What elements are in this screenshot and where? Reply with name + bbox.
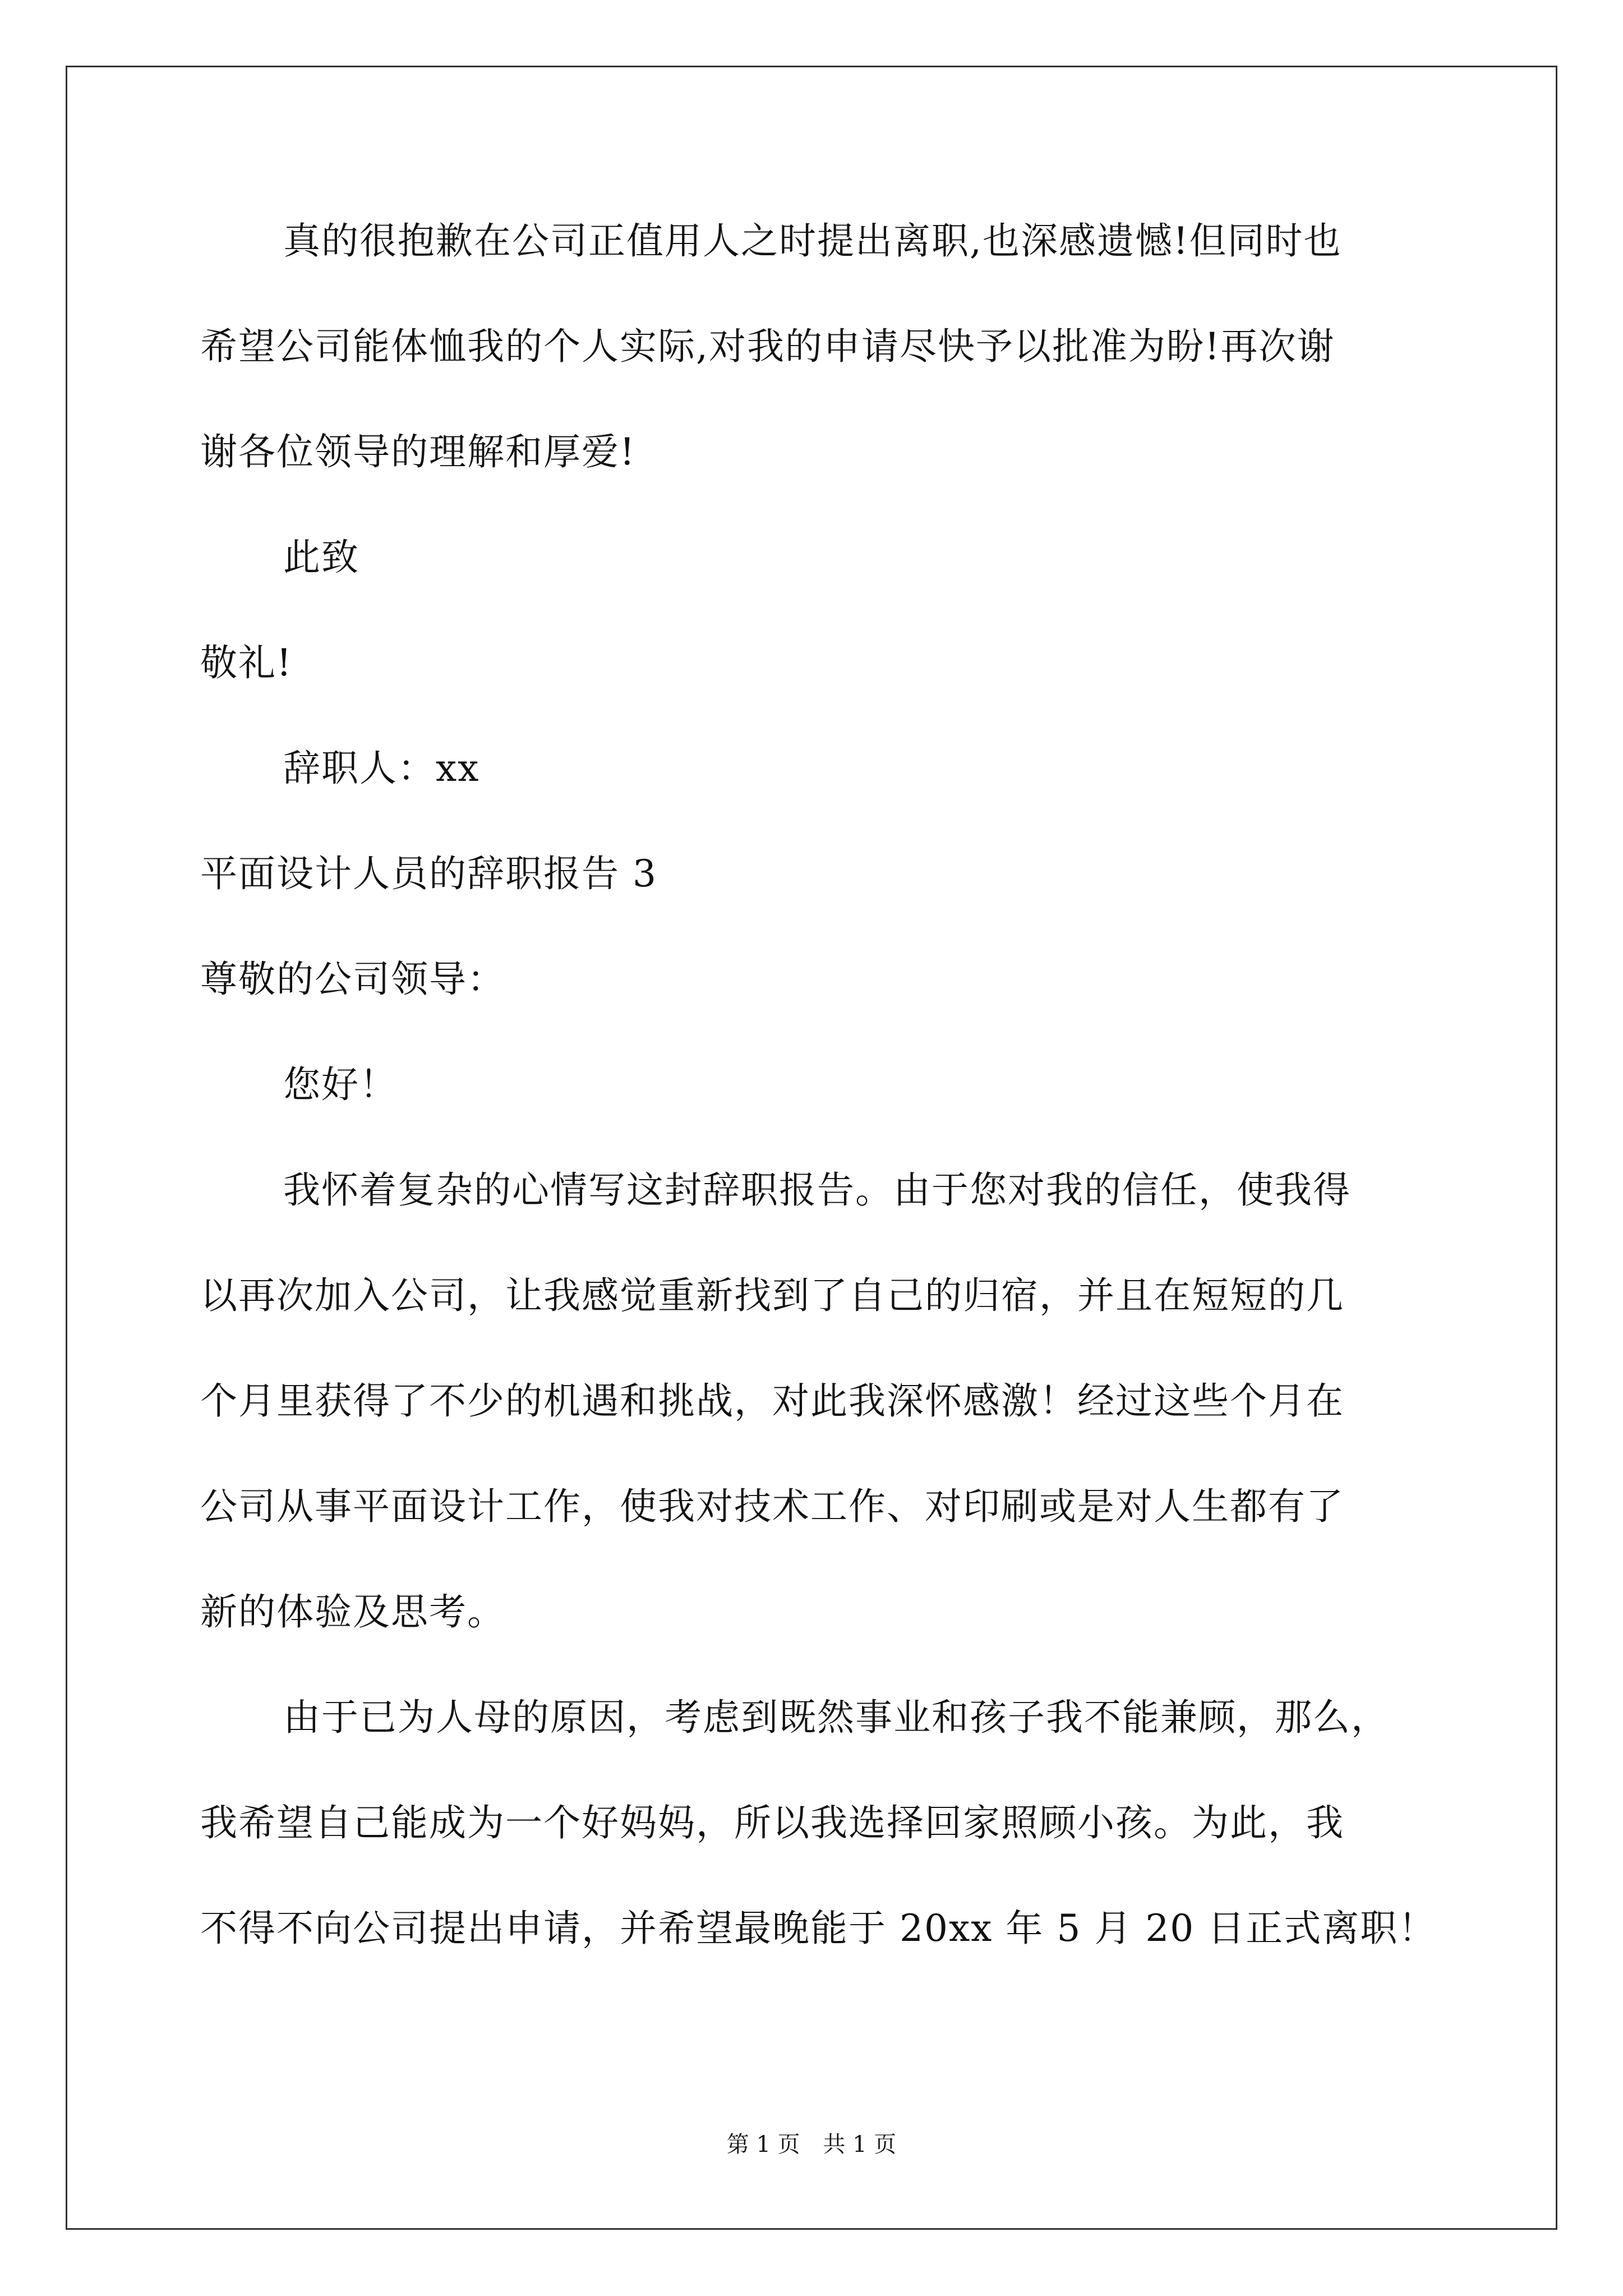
signature-line: 辞职人：xx (283, 747, 480, 790)
body-line: 新的体验及思考。 (200, 1590, 505, 1634)
body-line: 由于已为人母的原因，考虑到既然事业和孩子我不能兼顾，那么， (283, 1696, 1389, 1739)
body-line: 公司从事平面设计工作，使我对技术工作、对印刷或是对人生都有了 (200, 1485, 1344, 1528)
greeting-recipient: 尊敬的公司领导： (200, 958, 505, 1001)
page-number: 第 1 页 (726, 2132, 800, 2157)
page-footer (0, 2131, 1623, 2159)
body-line: 我怀着复杂的心情写这封辞职报告。由于您对我的信任，使我得 (283, 1168, 1351, 1212)
closing-salutation: 此致 (283, 536, 359, 579)
body-line: 个月里获得了不少的机遇和挑战，对此我深怀感激！经过这些个月在 (200, 1379, 1344, 1423)
body-line: 我希望自己能成为一个好妈妈，所以我选择回家照顾小孩。为此，我 (200, 1801, 1344, 1844)
closing-regards: 敬礼! (200, 641, 293, 684)
body-line: 希望公司能体恤我的个人实际,对我的申请尽快予以批准为盼!再次谢 (200, 325, 1335, 368)
body-line: 以再次加入公司，让我感觉重新找到了自己的归宿，并且在短短的几 (200, 1274, 1344, 1317)
body-line: 真的很抱歉在公司正值用人之时提出离职,也深感遗憾!但同时也 (283, 219, 1342, 263)
body-line: 谢各位领导的理解和厚爱! (200, 430, 636, 473)
section-heading: 平面设计人员的辞职报告 3 (200, 852, 657, 895)
page-frame (66, 66, 1557, 2230)
body-line: 不得不向公司提出申请，并希望最晚能于 20xx 年 5 月 20 日正式离职！ (200, 1907, 1437, 1950)
greeting: 您好！ (283, 1063, 398, 1106)
page-total: 共 1 页 (823, 2132, 897, 2157)
